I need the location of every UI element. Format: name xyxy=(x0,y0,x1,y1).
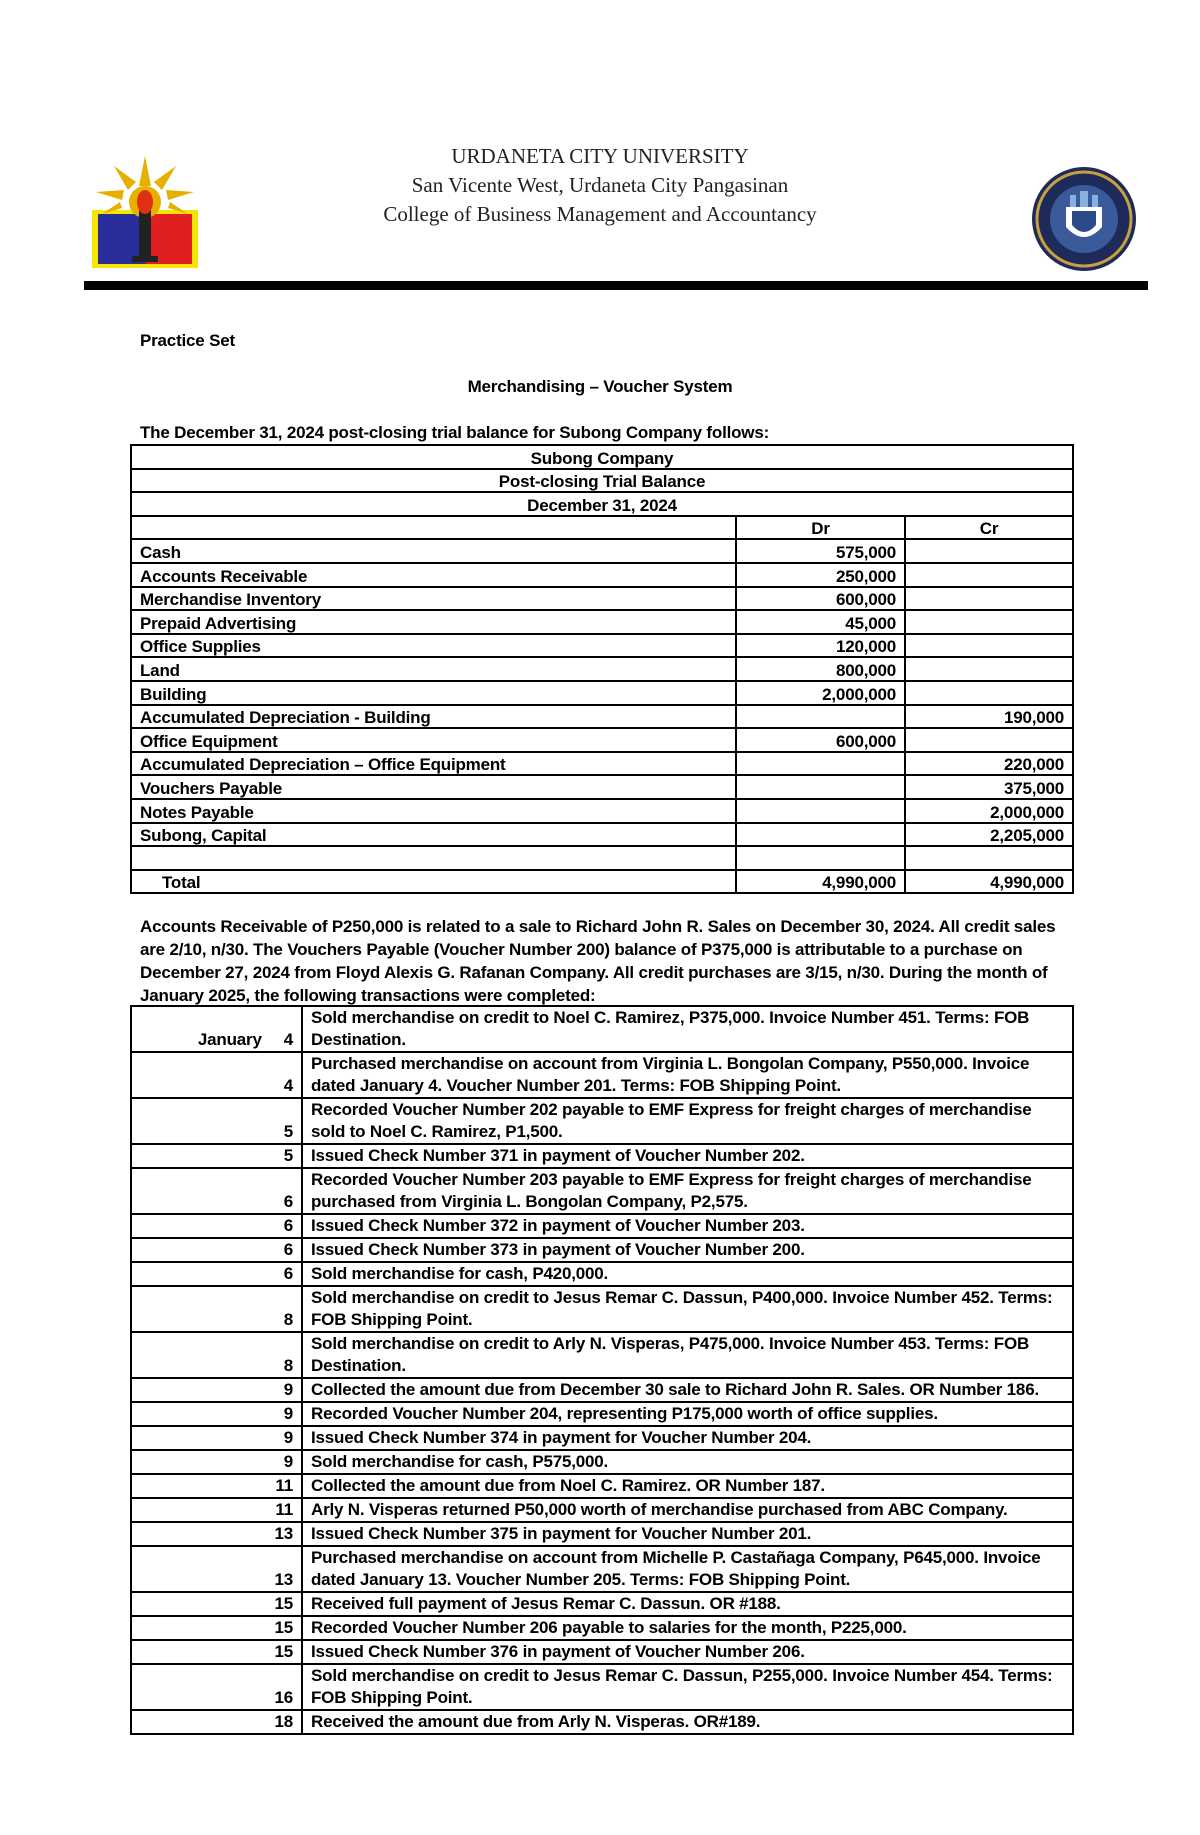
transaction-description: Sold merchandise for cash, P420,000. xyxy=(302,1262,1073,1286)
transactions-table xyxy=(130,1005,1074,1735)
tb-cr-amount: 2,000,000 xyxy=(905,799,1073,823)
transaction-date xyxy=(131,1592,302,1616)
tb-dr-amount xyxy=(736,775,905,799)
tb-dr-amount xyxy=(736,705,905,729)
tb-cr-amount: 375,000 xyxy=(905,775,1073,799)
tb-account: Office Equipment xyxy=(131,728,736,752)
transaction-date xyxy=(131,1402,302,1426)
tb-row xyxy=(131,799,1073,823)
transaction-date xyxy=(131,1006,302,1052)
tb-row xyxy=(131,705,1073,729)
transaction-date xyxy=(131,1286,302,1332)
transaction-description: Recorded Voucher Number 202 payable to EMF Express for freight charges of merchandise sold to Noel C. Ramirez, P1,500. xyxy=(302,1098,1073,1144)
tb-cr-amount xyxy=(905,681,1073,705)
tb-cr-amount: 190,000 xyxy=(905,705,1073,729)
transaction-row xyxy=(131,1592,1073,1616)
transaction-row xyxy=(131,1332,1073,1378)
transaction-day: 15 xyxy=(274,1618,293,1637)
transaction-day: 16 xyxy=(274,1688,293,1707)
transaction-row xyxy=(131,1474,1073,1498)
transaction-row xyxy=(131,1098,1073,1144)
transaction-date xyxy=(131,1098,302,1144)
transaction-description: Issued Check Number 371 in payment of Voucher Number 202. xyxy=(302,1144,1073,1168)
tb-row xyxy=(131,563,1073,587)
transaction-day: 11 xyxy=(275,1500,293,1519)
transaction-row xyxy=(131,1710,1073,1734)
tb-blank-cell xyxy=(131,846,736,870)
transaction-date xyxy=(131,1710,302,1734)
tb-blank-cell xyxy=(905,846,1073,870)
transaction-description: Issued Check Number 374 in payment for Voucher Number 204. xyxy=(302,1426,1073,1450)
transaction-day: 13 xyxy=(274,1524,293,1543)
transaction-row xyxy=(131,1664,1073,1710)
transaction-day: 11 xyxy=(275,1476,293,1495)
transaction-row xyxy=(131,1522,1073,1546)
intro-text: The December 31, 2024 post-closing trial balance for Subong Company follows: xyxy=(140,423,770,442)
tb-account: Office Supplies xyxy=(131,634,736,658)
header-divider xyxy=(84,281,1148,290)
transaction-date xyxy=(131,1450,302,1474)
transaction-date xyxy=(131,1262,302,1286)
transaction-day: 8 xyxy=(283,1356,293,1375)
tb-account: Notes Payable xyxy=(131,799,736,823)
transaction-description: Recorded Voucher Number 204, representing P175,000 worth of office supplies. xyxy=(302,1402,1073,1426)
transaction-row xyxy=(131,1640,1073,1664)
transaction-description: Issued Check Number 375 in payment for Voucher Number 201. xyxy=(302,1522,1073,1546)
tb-total-label: Total xyxy=(131,870,736,894)
tb-title-row xyxy=(131,469,1073,493)
tb-cr-header: Cr xyxy=(905,516,1073,540)
document-subtitle: Merchandising – Voucher System xyxy=(467,377,733,396)
university-logo xyxy=(92,156,198,268)
transaction-date xyxy=(131,1052,302,1098)
transaction-month: January xyxy=(197,1030,262,1049)
transaction-date xyxy=(131,1474,302,1498)
tb-header-row xyxy=(131,516,1073,540)
transaction-row xyxy=(131,1168,1073,1214)
college-seal xyxy=(1030,165,1138,273)
transaction-description: Sold merchandise on credit to Arly N. Visperas, P475,000. Invoice Number 453. Terms: FOB Destination. xyxy=(302,1332,1073,1378)
tb-account: Accumulated Depreciation – Office Equipment xyxy=(131,752,736,776)
transaction-date xyxy=(131,1616,302,1640)
transaction-day: 4 xyxy=(283,1030,293,1049)
transaction-description: Received full payment of Jesus Remar C. Dassun. OR #188. xyxy=(302,1592,1073,1616)
tb-total-cr: 4,990,000 xyxy=(905,870,1073,894)
tb-account: Vouchers Payable xyxy=(131,775,736,799)
transaction-description: Issued Check Number 373 in payment of Voucher Number 200. xyxy=(302,1238,1073,1262)
tb-dr-amount: 120,000 xyxy=(736,634,905,658)
transaction-description: Purchased merchandise on account from Michelle P. Castañaga Company, P645,000. Invoice dated January 13. Voucher Number 205. Terms: FOB Shipping Point. xyxy=(302,1546,1073,1592)
transaction-row xyxy=(131,1378,1073,1402)
tb-dr-amount: 800,000 xyxy=(736,657,905,681)
transaction-row xyxy=(131,1402,1073,1426)
tb-account: Building xyxy=(131,681,736,705)
transaction-day: 6 xyxy=(283,1240,293,1259)
transaction-description: Collected the amount due from Noel C. Ramirez. OR Number 187. xyxy=(302,1474,1073,1498)
transaction-date xyxy=(131,1546,302,1592)
transaction-day: 13 xyxy=(274,1570,293,1589)
transaction-row xyxy=(131,1238,1073,1262)
transaction-description: Collected the amount due from December 30 sale to Richard John R. Sales. OR Number 186. xyxy=(302,1378,1073,1402)
tb-cr-amount xyxy=(905,657,1073,681)
transaction-date xyxy=(131,1498,302,1522)
transaction-day: 5 xyxy=(283,1146,293,1165)
transaction-day: 9 xyxy=(283,1452,293,1471)
tb-dr-amount: 2,000,000 xyxy=(736,681,905,705)
tb-account: Subong, Capital xyxy=(131,823,736,847)
transaction-description: Sold merchandise for cash, P575,000. xyxy=(302,1450,1073,1474)
tb-cr-amount xyxy=(905,587,1073,611)
tb-dr-amount xyxy=(736,823,905,847)
transaction-row xyxy=(131,1214,1073,1238)
transaction-row xyxy=(131,1052,1073,1098)
transaction-description: Sold merchandise on credit to Jesus Remar C. Dassun, P400,000. Invoice Number 452. Terms: FOB Shipping Point. xyxy=(302,1286,1073,1332)
transaction-description: Sold merchandise on credit to Jesus Remar C. Dassun, P255,000. Invoice Number 454. Terms: FOB Shipping Point. xyxy=(302,1664,1073,1710)
tb-account: Merchandise Inventory xyxy=(131,587,736,611)
transaction-day: 6 xyxy=(283,1192,293,1211)
tb-account: Prepaid Advertising xyxy=(131,610,736,634)
tb-total-row xyxy=(131,870,1073,894)
tb-account: Cash xyxy=(131,539,736,563)
transaction-row xyxy=(131,1144,1073,1168)
transaction-date xyxy=(131,1238,302,1262)
tb-cr-amount: 220,000 xyxy=(905,752,1073,776)
tb-row xyxy=(131,823,1073,847)
tb-account: Accumulated Depreciation - Building xyxy=(131,705,736,729)
transaction-date xyxy=(131,1640,302,1664)
university-name: URDANETA CITY UNIVERSITY xyxy=(451,144,749,168)
tb-row xyxy=(131,610,1073,634)
college-name: College of Business Management and Accountancy xyxy=(383,202,817,226)
tb-cr-amount: 2,205,000 xyxy=(905,823,1073,847)
tb-dr-amount xyxy=(736,752,905,776)
transaction-row xyxy=(131,1006,1073,1052)
transaction-day: 4 xyxy=(283,1076,293,1095)
transaction-day: 15 xyxy=(274,1594,293,1613)
transaction-row xyxy=(131,1450,1073,1474)
transaction-day: 18 xyxy=(274,1712,293,1731)
tb-dr-amount: 45,000 xyxy=(736,610,905,634)
tb-total-dr: 4,990,000 xyxy=(736,870,905,894)
tb-company: Subong Company xyxy=(131,445,1073,469)
tb-account: Land xyxy=(131,657,736,681)
tb-cr-amount xyxy=(905,610,1073,634)
transaction-day: 6 xyxy=(283,1264,293,1283)
transaction-date xyxy=(131,1332,302,1378)
transaction-date xyxy=(131,1522,302,1546)
transaction-description: Received the amount due from Arly N. Visperas. OR#189. xyxy=(302,1710,1073,1734)
tb-cr-amount xyxy=(905,563,1073,587)
tb-row xyxy=(131,775,1073,799)
transaction-date xyxy=(131,1214,302,1238)
transaction-day: 5 xyxy=(283,1122,293,1141)
tb-account: Accounts Receivable xyxy=(131,563,736,587)
tb-date: December 31, 2024 xyxy=(131,492,1073,516)
letterhead xyxy=(250,142,950,229)
transaction-row xyxy=(131,1616,1073,1640)
scenario-paragraph: Accounts Receivable of P250,000 is related to a sale to Richard John R. Sales on December 30, 2024. All credit sales are 2/10, n/30. The Vouchers Payable (Voucher Number 200) balance of P375,000 is attributable to a purchase on December 27, 2024 from Floyd Alexis G. Rafanan Company. All credit purchases are 3/15, n/30. During the month of January 2025, the following transactions were completed: xyxy=(140,917,1056,1005)
transaction-row xyxy=(131,1262,1073,1286)
tb-dr-amount: 600,000 xyxy=(736,587,905,611)
tb-title: Post-closing Trial Balance xyxy=(131,469,1073,493)
transaction-day: 6 xyxy=(283,1216,293,1235)
transaction-description: Issued Check Number 376 in payment of Voucher Number 206. xyxy=(302,1640,1073,1664)
practice-label: Practice Set xyxy=(140,331,235,350)
transaction-day: 9 xyxy=(283,1428,293,1447)
tb-dr-amount: 250,000 xyxy=(736,563,905,587)
tb-dr-amount: 575,000 xyxy=(736,539,905,563)
tb-blank-row xyxy=(131,846,1073,870)
tb-row xyxy=(131,728,1073,752)
transaction-row xyxy=(131,1286,1073,1332)
tb-row xyxy=(131,752,1073,776)
trial-balance-table xyxy=(130,444,1074,894)
transaction-date xyxy=(131,1664,302,1710)
transaction-description: Recorded Voucher Number 206 payable to salaries for the month, P225,000. xyxy=(302,1616,1073,1640)
transaction-description: Sold merchandise on credit to Noel C. Ramirez, P375,000. Invoice Number 451. Terms: FOB Destination. xyxy=(302,1006,1073,1052)
transaction-date xyxy=(131,1426,302,1450)
tb-cr-amount xyxy=(905,728,1073,752)
transaction-date xyxy=(131,1168,302,1214)
transaction-date xyxy=(131,1144,302,1168)
tb-title-row xyxy=(131,445,1073,469)
transaction-day: 8 xyxy=(283,1310,293,1329)
tb-dr-amount xyxy=(736,799,905,823)
transaction-description: Purchased merchandise on account from Virginia L. Bongolan Company, P550,000. Invoice dated January 4. Voucher Number 201. Terms: FOB Shipping Point. xyxy=(302,1052,1073,1098)
tb-cr-amount xyxy=(905,539,1073,563)
tb-row xyxy=(131,587,1073,611)
university-address: San Vicente West, Urdaneta City Pangasinan xyxy=(411,173,789,197)
transaction-date xyxy=(131,1378,302,1402)
tb-dr-header: Dr xyxy=(736,516,905,540)
tb-title-row xyxy=(131,492,1073,516)
tb-account-header xyxy=(131,516,736,540)
transaction-day: 9 xyxy=(283,1404,293,1423)
tb-row xyxy=(131,634,1073,658)
transaction-day: 9 xyxy=(283,1380,293,1399)
tb-blank-cell xyxy=(736,846,905,870)
tb-row xyxy=(131,539,1073,563)
tb-cr-amount xyxy=(905,634,1073,658)
transaction-description: Arly N. Visperas returned P50,000 worth of merchandise purchased from ABC Company. xyxy=(302,1498,1073,1522)
transaction-row xyxy=(131,1498,1073,1522)
transaction-row xyxy=(131,1426,1073,1450)
tb-row xyxy=(131,681,1073,705)
tb-row xyxy=(131,657,1073,681)
transaction-row xyxy=(131,1546,1073,1592)
transaction-day: 15 xyxy=(274,1642,293,1661)
tb-dr-amount: 600,000 xyxy=(736,728,905,752)
transaction-description: Recorded Voucher Number 203 payable to EMF Express for freight charges of merchandise purchased from Virginia L. Bongolan Company, P2,575. xyxy=(302,1168,1073,1214)
transaction-description: Issued Check Number 372 in payment of Voucher Number 203. xyxy=(302,1214,1073,1238)
